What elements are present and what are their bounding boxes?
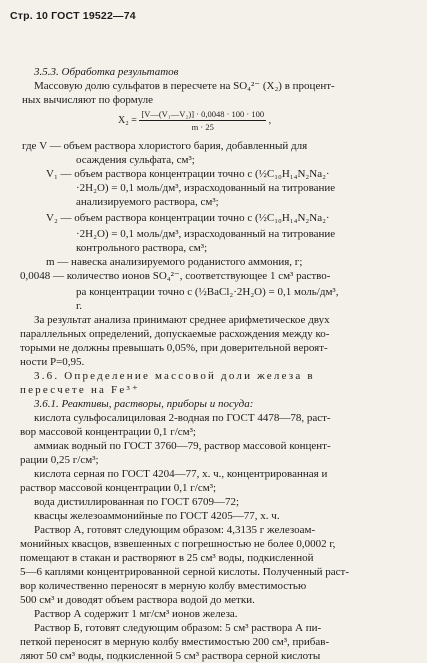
text-line: вор количественно переносят в мерную колбу вместимостью [20,580,307,592]
text-line: помещают в стакан и растворяют в 25 см³ воды, подкисленной [20,552,314,564]
text-line: Массовую долю сульфатов в пересчете на SO₄²⁻ (X₂) в процент- [34,80,335,92]
text-line: вор массовой концентрации 0,1 г/см³; [20,426,196,438]
text-line: контрольного раствора, см³; [76,242,208,254]
text-line: m — навеска анализируемого роданистого аммония, г; [46,256,303,268]
text-line: Раствор А содержит 1 мг/см³ ионов железа. [34,608,238,620]
text-line: 0,0048 — количество ионов SO₄²⁻, соответствующее 1 см³ раство- [20,270,331,282]
formula [118,108,271,133]
text-line: ра концентрации точно с (½BaCl₂·2H₂O) = 0,1 моль/дм³, [76,286,339,298]
formula-numerator: [V—(V₁—V₂)] · 0,0048 · 100 · 100 [141,109,265,119]
text-line: осаждения сульфата, см³; [76,154,195,166]
formula-fraction [139,108,266,133]
text-line: ·2H₂O) = 0,1 моль/дм³, израсходованный на титрование [76,228,336,240]
text-line: кислота сульфосалициловая 2-водная по ГОСТ 4478—78, раст- [34,412,331,424]
text-line: V₁ — объем раствора концентрации точно с (½C₁₀H₁₄N₂Na₂· [46,168,330,180]
text-line: 500 см³ и доводят объем раствора водой до метки. [20,594,255,606]
text-line: анализируемого раствора, см³; [76,196,219,208]
text-line: монийных квасцов, взвешенных с погрешностью не более 0,0002 г, [20,538,336,550]
section-heading: пересчете на Fe³⁺ [20,384,140,396]
text-line: V₂ — объем раствора концентрации точно с (½C₁₀H₁₄N₂Na₂· [46,212,330,224]
subsection-title: 3.6.1. Реактивы, растворы, приборы и посуда: [34,398,254,410]
formula-denominator: m · 25 [191,122,214,132]
section-title: 3.5.3. Обработка результатов [34,66,179,78]
text-line: г. [76,300,83,312]
text-line: ных вычисляют по формуле [22,94,154,106]
text-line: петкой переносят в мерную колбу вместимостью 200 см³, прибав- [20,636,330,648]
formula-trail: , [268,114,272,126]
text-line: 5—6 каплями концентрированной серной кислоты. Полученный раст- [20,566,350,578]
text-line: вода дистиллированная по ГОСТ 6709—72; [34,496,240,508]
text-line: ·2H₂O) = 0,1 моль/дм³, израсходованный на титрование [76,182,336,194]
text-line: раствор массовой концентрации 0,1 г/см³; [20,482,217,494]
formula-lhs: X₂ = [118,114,137,126]
text-line: торыми не должны превышать 0,05%, при доверительной вероят- [20,342,328,354]
text-line: квасцы железоаммонийные по ГОСТ 4205—77, х. ч. [34,510,280,522]
text-line: Раствор Б, готовят следующим образом: 5 см³ раствора А пи- [34,622,322,634]
text-line: Раствор А, готовят следующим образом: 4,3135 г железоам- [34,524,316,536]
text-line: ляют 50 см³ воды, подкисленной 5 см³ раствора серной кислоты [20,650,321,662]
text-line: где V — объем раствора хлористого бария, добавленный для [22,140,308,152]
text-line: За результат анализа принимают среднее арифметическое двух [34,314,330,326]
text-line: кислота серная по ГОСТ 4204—77, х. ч., концентрированная и [34,468,328,480]
text-line: параллельных определений, допускаемые расхождения между ко- [20,328,330,340]
text-line: рации 0,25 г/см³; [20,454,99,466]
section-heading: 3.6. Определение массовой доли железа в [34,370,315,382]
text-line: аммиак водный по ГОСТ 3760—79, раствор массовой концент- [34,440,331,452]
text-line: ности P=0,95. [20,356,85,368]
page-header: Стр. 10 ГОСТ 19522—74 [10,10,136,22]
